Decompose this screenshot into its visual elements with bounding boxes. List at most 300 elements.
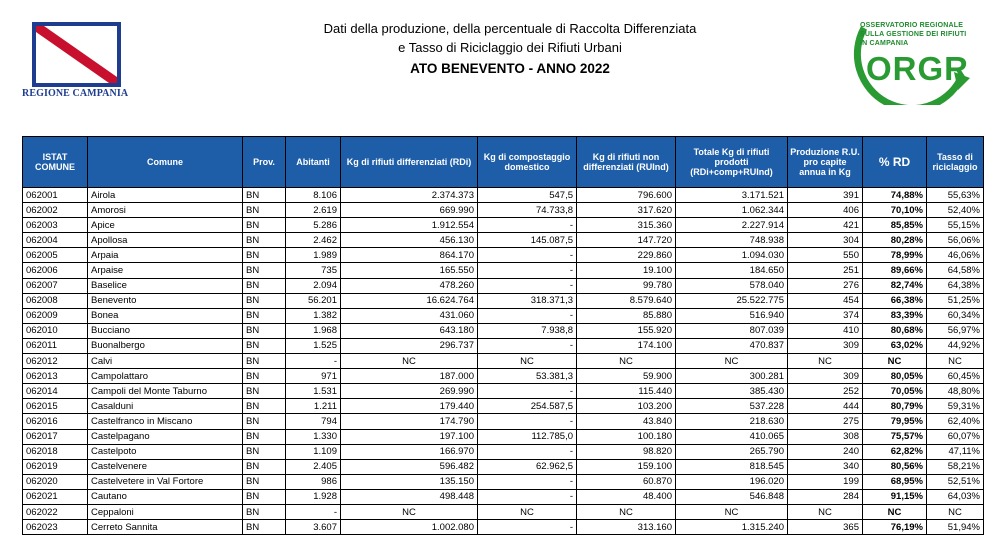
cell-prov: BN (243, 429, 286, 444)
cell-totale: 385.430 (676, 384, 788, 399)
cell-rdi: 431.060 (341, 308, 478, 323)
cell-prov: BN (243, 369, 286, 384)
cell-ruind: 48.400 (577, 489, 676, 504)
cell-rdi: NC (341, 504, 478, 519)
cell-riciclaggio: 56,06% (927, 233, 984, 248)
cell-abitanti: 986 (286, 474, 341, 489)
cell-comune: Castelpoto (88, 444, 243, 459)
cell-pro-capite: 454 (788, 293, 863, 308)
cell-riciclaggio: NC (927, 354, 984, 369)
col-header-abitanti: Abitanti (286, 137, 341, 188)
cell-rdi: 643.180 (341, 323, 478, 338)
cell-abitanti: 1.928 (286, 489, 341, 504)
cell-pro-capite: 391 (788, 188, 863, 203)
cell-rdi: 596.482 (341, 459, 478, 474)
cell-riciclaggio: 64,38% (927, 278, 984, 293)
cell-abitanti: 794 (286, 414, 341, 429)
cell-rdi: 174.790 (341, 414, 478, 429)
cell-ruind: NC (577, 504, 676, 519)
cell-comune: Arpaise (88, 263, 243, 278)
cell-totale: 218.630 (676, 414, 788, 429)
cell-riciclaggio: 46,06% (927, 248, 984, 263)
cell-percent-rd: 70,10% (863, 203, 927, 218)
cell-abitanti: 1.211 (286, 399, 341, 414)
cell-totale: 300.281 (676, 369, 788, 384)
cell-rdi: 269.990 (341, 384, 478, 399)
cell-totale: 1.094.030 (676, 248, 788, 263)
cell-riciclaggio: NC (927, 504, 984, 519)
cell-percent-rd: 85,85% (863, 218, 927, 233)
cell-abitanti: - (286, 354, 341, 369)
cell-ruind: 315.360 (577, 218, 676, 233)
table-row (23, 188, 984, 203)
cell-totale: 537.228 (676, 399, 788, 414)
cell-riciclaggio: 55,15% (927, 218, 984, 233)
cell-istat: 062006 (23, 263, 88, 278)
cell-comune: Apice (88, 218, 243, 233)
cell-istat: 062015 (23, 399, 88, 414)
cell-ruind: 98.820 (577, 444, 676, 459)
cell-totale: 184.650 (676, 263, 788, 278)
cell-compostaggio: 62.962,5 (478, 459, 577, 474)
cell-istat: 062014 (23, 384, 88, 399)
cell-compostaggio: - (478, 384, 577, 399)
cell-percent-rd: 80,05% (863, 369, 927, 384)
cell-comune: Apollosa (88, 233, 243, 248)
table-row (23, 278, 984, 293)
col-header-istat: ISTAT COMUNE (23, 137, 88, 188)
cell-rdi: NC (341, 354, 478, 369)
cell-comune: Castelvetere in Val Fortore (88, 474, 243, 489)
cell-percent-rd: 62,82% (863, 444, 927, 459)
col-header-compostaggio: Kg di compostaggio domestico (478, 137, 577, 188)
table-row (23, 338, 984, 353)
cell-comune: Calvi (88, 354, 243, 369)
cell-totale: 748.938 (676, 233, 788, 248)
cell-percent-rd: 63,02% (863, 338, 927, 353)
cell-comune: Bucciano (88, 323, 243, 338)
waste-data-table (22, 136, 984, 535)
cell-percent-rd: 91,15% (863, 489, 927, 504)
cell-comune: Amorosi (88, 203, 243, 218)
cell-compostaggio: 74.733,8 (478, 203, 577, 218)
cell-abitanti: 8.106 (286, 188, 341, 203)
cell-totale: 3.171.521 (676, 188, 788, 203)
cell-ruind: 8.579.640 (577, 293, 676, 308)
cell-comune: Cautano (88, 489, 243, 504)
cell-totale: 410.065 (676, 429, 788, 444)
cell-abitanti: 2.094 (286, 278, 341, 293)
cell-compostaggio: - (478, 444, 577, 459)
cell-totale: NC (676, 504, 788, 519)
cell-pro-capite: 252 (788, 384, 863, 399)
cell-ruind: NC (577, 354, 676, 369)
cell-comune: Castelvenere (88, 459, 243, 474)
cell-rdi: 478.260 (341, 278, 478, 293)
cell-prov: BN (243, 263, 286, 278)
cell-ruind: 147.720 (577, 233, 676, 248)
cell-rdi: 296.737 (341, 338, 478, 353)
cell-totale: 818.545 (676, 459, 788, 474)
cell-riciclaggio: 60,34% (927, 308, 984, 323)
cell-abitanti: 56.201 (286, 293, 341, 308)
cell-pro-capite: 444 (788, 399, 863, 414)
cell-compostaggio: - (478, 414, 577, 429)
cell-abitanti: 1.330 (286, 429, 341, 444)
cell-prov: BN (243, 414, 286, 429)
cell-compostaggio: - (478, 248, 577, 263)
cell-pro-capite: 406 (788, 203, 863, 218)
cell-compostaggio: - (478, 218, 577, 233)
table-row (23, 384, 984, 399)
table-row (23, 248, 984, 263)
cell-pro-capite: 284 (788, 489, 863, 504)
cell-pro-capite: 309 (788, 338, 863, 353)
cell-prov: BN (243, 474, 286, 489)
cell-percent-rd: 66,38% (863, 293, 927, 308)
cell-compostaggio: - (478, 308, 577, 323)
cell-rdi: 187.000 (341, 369, 478, 384)
cell-pro-capite: NC (788, 354, 863, 369)
cell-abitanti: - (286, 504, 341, 519)
cell-istat: 062005 (23, 248, 88, 263)
cell-prov: BN (243, 459, 286, 474)
cell-comune: Cerreto Sannita (88, 520, 243, 535)
cell-ruind: 155.920 (577, 323, 676, 338)
cell-totale: 546.848 (676, 489, 788, 504)
cell-percent-rd: 79,95% (863, 414, 927, 429)
cell-rdi: 669.990 (341, 203, 478, 218)
cell-istat: 062003 (23, 218, 88, 233)
cell-riciclaggio: 51,94% (927, 520, 984, 535)
cell-istat: 062004 (23, 233, 88, 248)
cell-compostaggio: - (478, 338, 577, 353)
cell-compostaggio: NC (478, 504, 577, 519)
cell-ruind: 60.870 (577, 474, 676, 489)
cell-istat: 062007 (23, 278, 88, 293)
cell-compostaggio: 547,5 (478, 188, 577, 203)
cell-istat: 062023 (23, 520, 88, 535)
cell-istat: 062021 (23, 489, 88, 504)
table-row (23, 444, 984, 459)
cell-istat: 062016 (23, 414, 88, 429)
col-header-ruind: Kg di rifiuti non differenziati (RUInd) (577, 137, 676, 188)
cell-rdi: 197.100 (341, 429, 478, 444)
cell-percent-rd: NC (863, 354, 927, 369)
orgr-acronym: ORGR (866, 50, 969, 87)
table-row (23, 459, 984, 474)
cell-comune: Bonea (88, 308, 243, 323)
cell-istat: 062011 (23, 338, 88, 353)
cell-pro-capite: 374 (788, 308, 863, 323)
cell-prov: BN (243, 489, 286, 504)
cell-comune: Buonalbergo (88, 338, 243, 353)
cell-prov: BN (243, 203, 286, 218)
cell-comune: Campolattaro (88, 369, 243, 384)
cell-ruind: 317.620 (577, 203, 676, 218)
col-header-comune: Comune (88, 137, 243, 188)
table-row (23, 399, 984, 414)
col-header-percent-rd: % RD (863, 137, 927, 188)
table-row (23, 504, 984, 519)
col-header-pro-capite: Produzione R.U. pro capite annua in Kg (788, 137, 863, 188)
table-row (23, 429, 984, 444)
cell-abitanti: 1.989 (286, 248, 341, 263)
cell-rdi: 165.550 (341, 263, 478, 278)
col-header-riciclaggio: Tasso di riciclaggio (927, 137, 984, 188)
cell-ruind: 43.840 (577, 414, 676, 429)
cell-pro-capite: 550 (788, 248, 863, 263)
cell-pro-capite: 199 (788, 474, 863, 489)
table-row (23, 203, 984, 218)
cell-comune: Benevento (88, 293, 243, 308)
cell-comune: Castelpagano (88, 429, 243, 444)
cell-pro-capite: 240 (788, 444, 863, 459)
cell-comune: Campoli del Monte Taburno (88, 384, 243, 399)
cell-ruind: 174.100 (577, 338, 676, 353)
cell-ruind: 159.100 (577, 459, 676, 474)
cell-compostaggio: NC (478, 354, 577, 369)
cell-pro-capite: 309 (788, 369, 863, 384)
cell-ruind: 229.860 (577, 248, 676, 263)
region-name: REGIONE CAMPANIA (22, 88, 129, 99)
cell-totale: 196.020 (676, 474, 788, 489)
table-header-row (23, 137, 984, 188)
cell-abitanti: 2.619 (286, 203, 341, 218)
cell-ruind: 115.440 (577, 384, 676, 399)
cell-abitanti: 1.109 (286, 444, 341, 459)
cell-prov: BN (243, 504, 286, 519)
cell-pro-capite: 308 (788, 429, 863, 444)
table-row (23, 263, 984, 278)
orgr-name-line-3: IN CAMPANIA (860, 40, 909, 47)
cell-abitanti: 3.607 (286, 520, 341, 535)
cell-percent-rd: 74,88% (863, 188, 927, 203)
cell-percent-rd: 78,99% (863, 248, 927, 263)
cell-comune: Casalduni (88, 399, 243, 414)
cell-istat: 062001 (23, 188, 88, 203)
cell-ruind: 103.200 (577, 399, 676, 414)
cell-compostaggio: 7.938,8 (478, 323, 577, 338)
cell-riciclaggio: 48,80% (927, 384, 984, 399)
cell-abitanti: 1.531 (286, 384, 341, 399)
cell-pro-capite: 340 (788, 459, 863, 474)
cell-percent-rd: 83,39% (863, 308, 927, 323)
cell-ruind: 19.100 (577, 263, 676, 278)
cell-pro-capite: 251 (788, 263, 863, 278)
orgr-name-line-1: OSSERVATORIO REGIONALE (860, 22, 964, 29)
cell-compostaggio: 254.587,5 (478, 399, 577, 414)
table-row (23, 233, 984, 248)
cell-comune: Arpaia (88, 248, 243, 263)
cell-prov: BN (243, 218, 286, 233)
cell-compostaggio: 112.785,0 (478, 429, 577, 444)
cell-istat: 062010 (23, 323, 88, 338)
cell-istat: 062002 (23, 203, 88, 218)
cell-prov: BN (243, 338, 286, 353)
cell-istat: 062012 (23, 354, 88, 369)
regione-campania-logo (22, 22, 129, 102)
cell-percent-rd: 68,95% (863, 474, 927, 489)
cell-ruind: 85.880 (577, 308, 676, 323)
table-body (23, 188, 984, 535)
cell-pro-capite: 421 (788, 218, 863, 233)
cell-riciclaggio: 60,45% (927, 369, 984, 384)
table-row (23, 218, 984, 233)
cell-percent-rd: 75,57% (863, 429, 927, 444)
col-header-totale: Totale Kg di rifiuti prodotti (RDi+comp+RUInd) (676, 137, 788, 188)
cell-riciclaggio: 52,40% (927, 203, 984, 218)
table-row (23, 414, 984, 429)
cell-totale: 578.040 (676, 278, 788, 293)
cell-riciclaggio: 58,21% (927, 459, 984, 474)
table-row (23, 354, 984, 369)
cell-prov: BN (243, 293, 286, 308)
cell-rdi: 456.130 (341, 233, 478, 248)
cell-riciclaggio: 59,31% (927, 399, 984, 414)
title-line-2: e Tasso di Riciclaggio dei Rifiuti Urbani (398, 40, 622, 55)
cell-rdi: 498.448 (341, 489, 478, 504)
cell-riciclaggio: 55,63% (927, 188, 984, 203)
cell-totale: 1.315.240 (676, 520, 788, 535)
cell-istat: 062018 (23, 444, 88, 459)
cell-prov: BN (243, 308, 286, 323)
cell-abitanti: 2.405 (286, 459, 341, 474)
cell-prov: BN (243, 444, 286, 459)
cell-prov: BN (243, 233, 286, 248)
cell-pro-capite: 365 (788, 520, 863, 535)
cell-riciclaggio: 64,58% (927, 263, 984, 278)
table-row (23, 293, 984, 308)
cell-istat: 062013 (23, 369, 88, 384)
cell-percent-rd: 80,28% (863, 233, 927, 248)
orgr-logo (842, 20, 982, 105)
cell-totale: 265.790 (676, 444, 788, 459)
cell-percent-rd: 80,68% (863, 323, 927, 338)
cell-percent-rd: 82,74% (863, 278, 927, 293)
cell-riciclaggio: 62,40% (927, 414, 984, 429)
cell-riciclaggio: 52,51% (927, 474, 984, 489)
cell-istat: 062008 (23, 293, 88, 308)
cell-compostaggio: - (478, 489, 577, 504)
title-line-1: Dati della produzione, della percentuale di Raccolta Differenziata (323, 21, 697, 36)
cell-compostaggio: - (478, 263, 577, 278)
cell-prov: BN (243, 278, 286, 293)
cell-rdi: 135.150 (341, 474, 478, 489)
cell-rdi: 179.440 (341, 399, 478, 414)
cell-istat: 062019 (23, 459, 88, 474)
cell-percent-rd: 89,66% (863, 263, 927, 278)
cell-totale: 25.522.775 (676, 293, 788, 308)
cell-rdi: 864.170 (341, 248, 478, 263)
cell-totale: 807.039 (676, 323, 788, 338)
report-title: ATO BENEVENTO - ANNO 2022 (410, 61, 610, 76)
cell-compostaggio: - (478, 278, 577, 293)
cell-comune: Castelfranco in Miscano (88, 414, 243, 429)
cell-ruind: 796.600 (577, 188, 676, 203)
cell-istat: 062022 (23, 504, 88, 519)
cell-percent-rd: 76,19% (863, 520, 927, 535)
cell-abitanti: 735 (286, 263, 341, 278)
cell-riciclaggio: 56,97% (927, 323, 984, 338)
col-header-prov: Prov. (243, 137, 286, 188)
cell-percent-rd: NC (863, 504, 927, 519)
cell-abitanti: 971 (286, 369, 341, 384)
cell-pro-capite: 304 (788, 233, 863, 248)
table-row (23, 474, 984, 489)
cell-comune: Baselice (88, 278, 243, 293)
cell-prov: BN (243, 384, 286, 399)
table-row (23, 308, 984, 323)
cell-prov: BN (243, 399, 286, 414)
cell-abitanti: 1.525 (286, 338, 341, 353)
cell-ruind: 313.160 (577, 520, 676, 535)
table-row (23, 489, 984, 504)
cell-prov: BN (243, 354, 286, 369)
cell-pro-capite: 410 (788, 323, 863, 338)
cell-prov: BN (243, 188, 286, 203)
cell-rdi: 2.374.373 (341, 188, 478, 203)
cell-abitanti: 2.462 (286, 233, 341, 248)
cell-riciclaggio: 47,11% (927, 444, 984, 459)
col-header-rdi: Kg di rifiuti differenziati (RDi) (341, 137, 478, 188)
cell-rdi: 1.912.554 (341, 218, 478, 233)
cell-riciclaggio: 51,25% (927, 293, 984, 308)
cell-ruind: 99.780 (577, 278, 676, 293)
cell-percent-rd: 80,56% (863, 459, 927, 474)
cell-prov: BN (243, 323, 286, 338)
cell-abitanti: 1.382 (286, 308, 341, 323)
cell-rdi: 166.970 (341, 444, 478, 459)
cell-rdi: 1.002.080 (341, 520, 478, 535)
cell-percent-rd: 70,05% (863, 384, 927, 399)
cell-prov: BN (243, 248, 286, 263)
cell-totale: 1.062.344 (676, 203, 788, 218)
cell-totale: 516.940 (676, 308, 788, 323)
cell-percent-rd: 80,79% (863, 399, 927, 414)
cell-pro-capite: 276 (788, 278, 863, 293)
cell-compostaggio: 318.371,3 (478, 293, 577, 308)
table-row (23, 369, 984, 384)
cell-rdi: 16.624.764 (341, 293, 478, 308)
cell-pro-capite: NC (788, 504, 863, 519)
cell-totale: NC (676, 354, 788, 369)
cell-comune: Airola (88, 188, 243, 203)
cell-abitanti: 1.968 (286, 323, 341, 338)
cell-abitanti: 5.286 (286, 218, 341, 233)
cell-riciclaggio: 64,03% (927, 489, 984, 504)
cell-compostaggio: - (478, 474, 577, 489)
cell-prov: BN (243, 520, 286, 535)
cell-compostaggio: 145.087,5 (478, 233, 577, 248)
cell-compostaggio: - (478, 520, 577, 535)
table-row (23, 520, 984, 535)
cell-totale: 2.227.914 (676, 218, 788, 233)
campania-shield-icon (32, 22, 121, 87)
cell-riciclaggio: 60,07% (927, 429, 984, 444)
cell-istat: 062020 (23, 474, 88, 489)
cell-compostaggio: 53.381,3 (478, 369, 577, 384)
cell-totale: 470.837 (676, 338, 788, 353)
cell-ruind: 59.900 (577, 369, 676, 384)
table-row (23, 323, 984, 338)
cell-riciclaggio: 44,92% (927, 338, 984, 353)
cell-ruind: 100.180 (577, 429, 676, 444)
cell-istat: 062017 (23, 429, 88, 444)
cell-pro-capite: 275 (788, 414, 863, 429)
cell-comune: Ceppaloni (88, 504, 243, 519)
orgr-name-line-2: SULLA GESTIONE DEI RIFIUTI (860, 31, 967, 38)
